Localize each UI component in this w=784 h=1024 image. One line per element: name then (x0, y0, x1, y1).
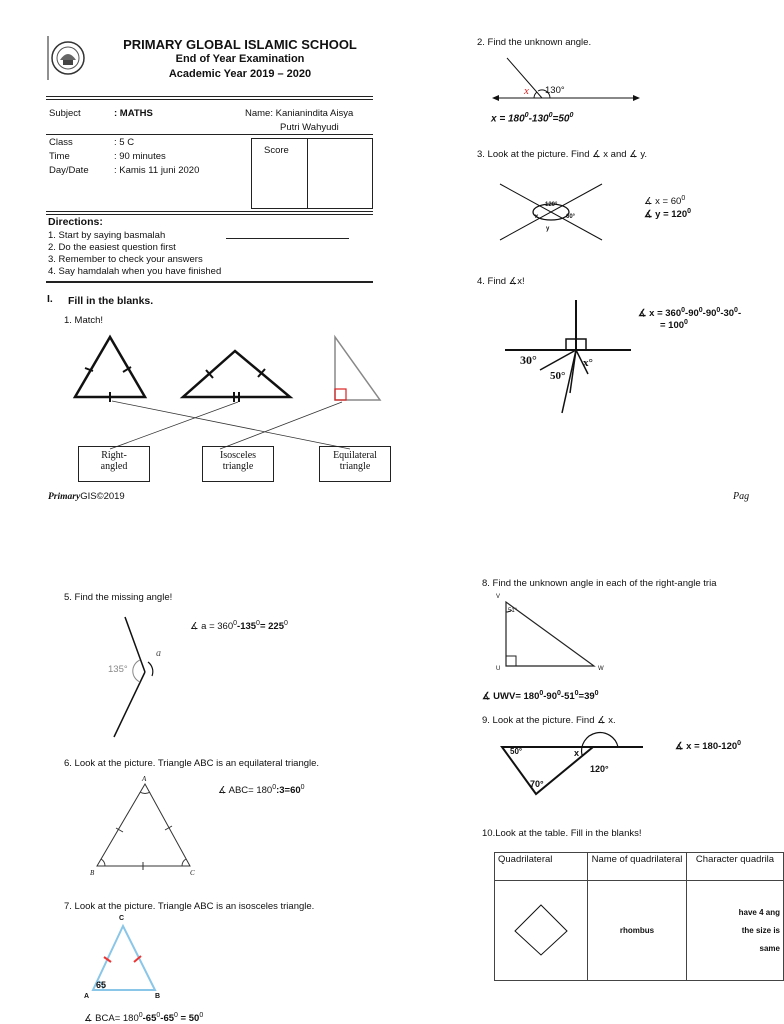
score-divider (307, 138, 308, 208)
q6-label-b: B (90, 869, 95, 877)
footer-italic: Primary (48, 492, 81, 502)
q9-answer-text: ∡ x = 180 (675, 741, 719, 753)
q4-label-30: 30° (520, 353, 537, 367)
q6-text: 6. Look at the picture. Triangle ABC is an equilateral triangle. (64, 758, 320, 769)
q2-var: x (524, 85, 529, 97)
q3-text: 3. Look at the picture. Find ∡ x and ∡ y. (477, 149, 647, 160)
q6-label-c: C (190, 869, 195, 877)
q6-label-a: A (142, 775, 147, 783)
q8-answer-text: ∡ UWV= 180 (482, 691, 540, 703)
q5-var: a (156, 648, 161, 659)
student-name: Name: Kanianindita Aisya (245, 108, 354, 119)
q9-answer: ∡ $x = 180-120^0$ (675, 740, 742, 753)
q7-label-a: A (84, 993, 90, 1000)
q6-answer-text: ∡ ABC= 180 (218, 785, 273, 797)
direction-item: 2. Do the easiest question first (48, 242, 176, 253)
q3-label-y: y (546, 226, 550, 232)
q7-answer-text: ∡ BCA= 180 (84, 1013, 139, 1024)
q7-text: 7. Look at the picture. Triangle ABC is an isosceles triangle. (64, 901, 315, 912)
q2-text: 2. Find the unknown angle. (477, 37, 592, 48)
q8-label-w: W (598, 666, 604, 672)
q4-answer-2: = $100^0$ (660, 319, 688, 332)
q4-text: 4. Find ∡x! (477, 276, 525, 287)
q6-answer: ∡ $ABC= 180^0:3=60^0$ (218, 784, 305, 797)
q9-label-x: x (574, 748, 580, 758)
q3-label-x: x (535, 214, 539, 220)
match-box-isosceles (202, 446, 274, 482)
q4-answer-1: ∡ $x = 360^0-90^0-90^0-30^0-$ (638, 307, 742, 320)
q4-label-50: 50° (550, 370, 566, 382)
table-header-row (495, 853, 784, 881)
divider (46, 99, 373, 100)
q8-label-51: 51° (508, 608, 518, 614)
direction-item: 4. Say hamdalah when you have finished (48, 266, 222, 277)
student-name-cont: Putri Wahyudi (280, 122, 339, 133)
q9-label-70: 70° (530, 779, 544, 789)
q5-diagram (100, 612, 170, 742)
table-cell-character (687, 881, 784, 981)
q4-answer-1-text: ∡ x = 360 (638, 308, 682, 320)
divider (46, 96, 373, 97)
divider (46, 134, 373, 135)
q9-label-50: 50° (510, 747, 523, 756)
table-cell-name: rhombus (588, 881, 687, 981)
q5-label-135: 135° (108, 664, 128, 675)
q9-text: 9. Look at the picture. Find ∡ x. (482, 715, 616, 726)
time-value: : 90 minutes (114, 151, 166, 162)
rhombus-shape (511, 899, 571, 959)
table-header: Character quadrila (687, 853, 784, 881)
subject-label: Subject (49, 108, 81, 119)
match-box-equilateral (319, 446, 391, 482)
table-header: Quadrilateral (495, 853, 588, 881)
q8-text: 8. Find the unknown angle in each of the right-angle tria (482, 578, 717, 589)
match-box-label: Isosceles triangle (219, 450, 257, 472)
q3-answer-y-text: ∡ y = 120 (644, 209, 688, 221)
day-label: Day/Date (49, 165, 89, 176)
q3-answer-x-text: ∡ x = 60 (644, 196, 682, 208)
q2-angle: 130° (545, 85, 565, 96)
class-value: : 5 C (114, 137, 135, 148)
q10-text: 10.Look at the table. Fill in the blanks! (482, 828, 642, 839)
right-triangle (335, 337, 380, 400)
direction-item: 3. Remember to check your answers (48, 254, 203, 265)
time-label: Time (49, 151, 70, 162)
match-box-label: Equilateral triangle (333, 450, 377, 472)
section-number: I. (47, 293, 53, 305)
academic-year: Academic Year 2019 – 2020 (168, 68, 312, 80)
q5-text: 5. Find the missing angle! (64, 592, 173, 603)
table-cell-shape (495, 881, 588, 981)
footer-left (48, 491, 125, 502)
q1-text: 1. Match! (64, 315, 104, 326)
match-box-right-angled (78, 446, 150, 482)
q3-label-120: 120° (545, 202, 558, 208)
q3-answer-y: ∡ $y = 120^0$ (644, 208, 692, 221)
footer-page: Pag (733, 491, 750, 502)
q2-answer-text: x = 180 (491, 113, 525, 125)
q5-answer: ∡ $a = 360^0-135^0= 225^0$ (190, 620, 288, 633)
q4-label-x: x° (583, 357, 593, 369)
q8-answer: ∡ $UWV= 180^0-90^0-51^0=39^0$ (482, 690, 599, 703)
section-title: Fill in the blanks. (68, 295, 154, 307)
q7-label-c: C (119, 915, 125, 922)
q4-answer-2-text: = 100 (660, 320, 685, 332)
quadrilateral-table (494, 852, 784, 981)
table-header: Name of quadrilateral (588, 853, 687, 881)
class-label: Class (49, 137, 73, 148)
exam-title: End of Year Examination (175, 53, 305, 65)
q6-diagram (88, 778, 208, 878)
divider (46, 211, 373, 212)
isosceles-triangle (183, 351, 290, 397)
character-line: same (759, 943, 780, 953)
q7-label-b: B (155, 993, 161, 1000)
score-label: Score (264, 145, 289, 156)
character-line: have 4 ang (738, 907, 780, 917)
day-value: : Kamis 11 juni 2020 (114, 165, 200, 176)
q7-label-65: 65 (96, 980, 107, 990)
q8-label-u: U (496, 666, 501, 672)
divider (46, 214, 373, 215)
q5-answer-text: ∡ a = 360 (190, 621, 234, 633)
q8-label-v: V (496, 594, 501, 600)
q1-diagram (70, 334, 390, 454)
direction-item: 1. Start by saying basmalah (48, 230, 166, 241)
equilateral-triangle (75, 337, 145, 397)
school-name: PRIMARY GLOBAL ISLAMIC SCHOOL (123, 37, 357, 52)
footer-copyright: GIS©2019 (80, 491, 125, 502)
subject-value: : MATHS (114, 108, 153, 119)
directions-title: Directions: (48, 216, 103, 228)
match-box-label: Right-angled (100, 450, 128, 472)
q2-diagram (490, 52, 650, 107)
table-row (495, 881, 784, 981)
blank-line (226, 238, 349, 239)
school-logo (46, 36, 86, 80)
q3-answer-x: ∡ $x = 60^0$ (644, 195, 686, 208)
divider (46, 281, 373, 283)
q3-diagram (495, 172, 607, 250)
q2-answer: $x = 180^0-130^0=50^0$ (491, 112, 574, 125)
q3-label-60: 60° (566, 214, 576, 220)
character-line: the size is (741, 925, 780, 935)
q9-label-120: 120° (590, 764, 609, 774)
q7-answer: ∡ $BCA= 180^0-65^0-65^0 = 50^0$ (84, 1012, 204, 1024)
